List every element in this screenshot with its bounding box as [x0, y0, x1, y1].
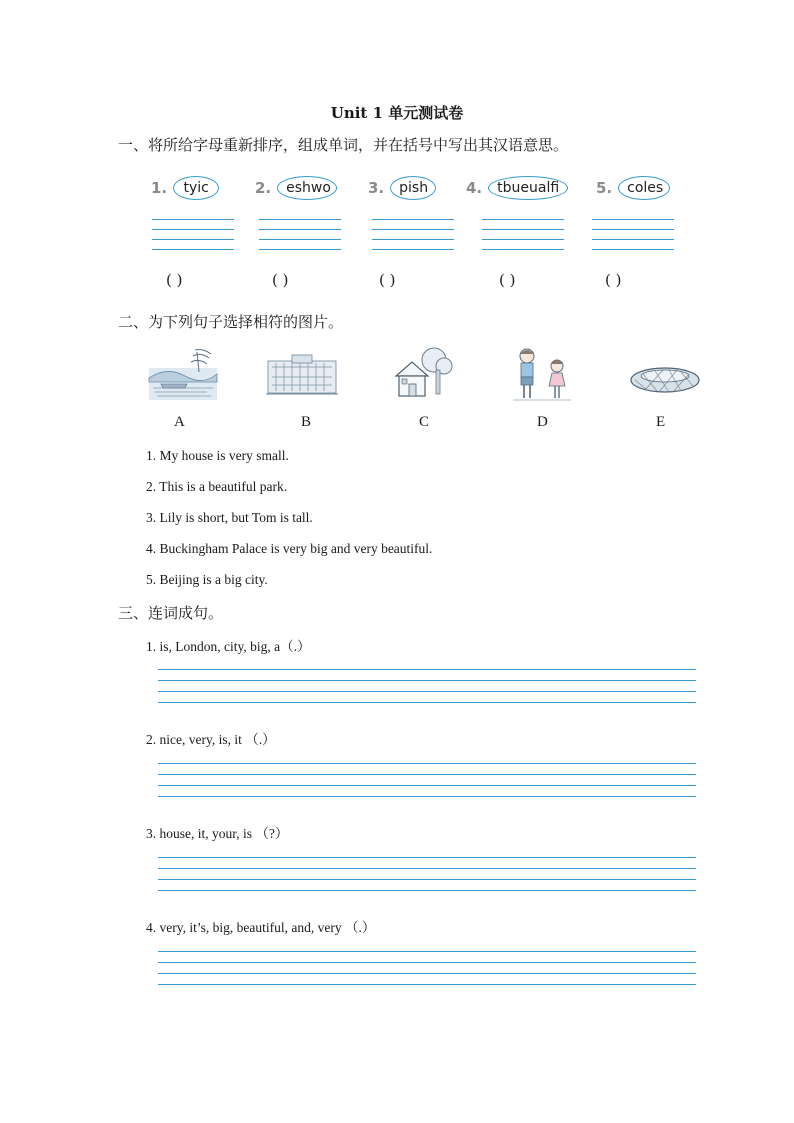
stadium-icon	[629, 364, 701, 394]
reorder-item-1: 1. is, London, city, big, a（.）	[146, 639, 311, 654]
reorder-item-2: 2. nice, very, is, it （.）	[146, 732, 276, 747]
q1-item-3	[368, 176, 436, 200]
q1-number: 4.	[466, 179, 483, 197]
letters-oval: tyic	[173, 176, 219, 200]
answer-parentheses[interactable]: ( )	[272, 271, 289, 289]
answer-parentheses[interactable]: ( )	[605, 271, 622, 289]
q1-item-4	[466, 176, 568, 200]
q1-item-1	[151, 176, 219, 200]
sentence-5: 5. Beijing is a big city.	[146, 572, 268, 587]
children-icon	[509, 346, 575, 402]
picture-label-e: E	[656, 414, 666, 430]
answer-parentheses[interactable]: ( )	[166, 271, 183, 289]
answer-lines[interactable]	[158, 951, 696, 995]
q1-item-2	[255, 176, 337, 200]
q1-number: 2.	[255, 179, 272, 197]
q1-number: 1.	[151, 179, 168, 197]
writing-lines[interactable]	[152, 219, 234, 253]
reorder-item-4: 4. very, it’s, big, beautiful, and, very （.）	[146, 920, 376, 935]
sentence-3: 3. Lily is short, but Tom is tall.	[146, 510, 313, 525]
page-title: Unit 1 单元测试卷	[330, 104, 464, 122]
section3-heading: 三、连词成句。	[118, 604, 224, 622]
section2-heading: 二、为下列句子选择相符的图片。	[118, 313, 344, 331]
answer-parentheses[interactable]: ( )	[379, 271, 396, 289]
sentence-1: 1. My house is very small.	[146, 448, 289, 463]
picture-label-d: D	[537, 414, 548, 430]
picture-label-b: B	[301, 414, 312, 430]
palace-icon	[266, 353, 338, 397]
letters-oval: eshwo	[277, 176, 337, 200]
letters-oval: tbueualfi	[488, 176, 568, 200]
answer-parentheses[interactable]: ( )	[499, 271, 516, 289]
letters-oval: coles	[618, 176, 670, 200]
q1-number: 3.	[368, 179, 385, 197]
section1-heading: 一、将所给字母重新排序，组成单词，并在括号中写出其汉语意思。	[118, 136, 569, 154]
picture-label-c: C	[419, 414, 430, 430]
lake-scene-icon	[147, 348, 219, 402]
house-icon	[392, 346, 454, 400]
q1-item-5	[596, 176, 670, 200]
sentence-2: 2. This is a beautiful park.	[146, 479, 288, 494]
picture-label-a: A	[174, 414, 185, 430]
writing-lines[interactable]	[482, 219, 564, 253]
answer-lines[interactable]	[158, 857, 696, 901]
q1-number: 5.	[596, 179, 613, 197]
letters-oval: pish	[390, 176, 436, 200]
sentence-4: 4. Buckingham Palace is very big and very beautiful.	[146, 541, 433, 556]
answer-lines[interactable]	[158, 669, 696, 713]
writing-lines[interactable]	[372, 219, 454, 253]
writing-lines[interactable]	[592, 219, 674, 253]
answer-lines[interactable]	[158, 763, 696, 807]
reorder-item-3: 3. house, it, your, is （?）	[146, 826, 289, 841]
writing-lines[interactable]	[259, 219, 341, 253]
